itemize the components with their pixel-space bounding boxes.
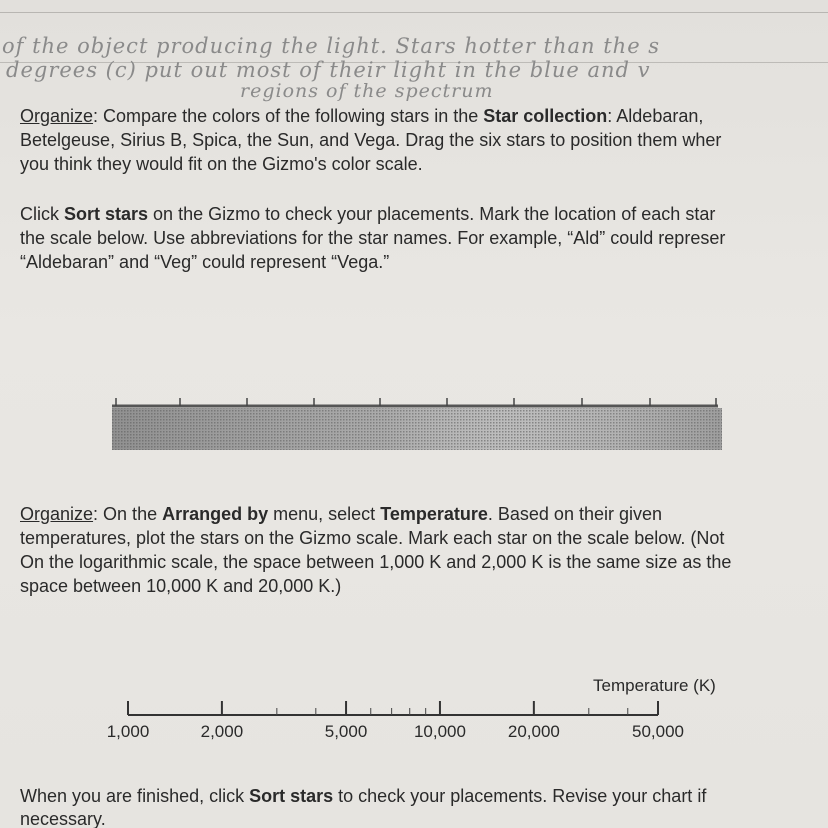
organize-heading: Organize <box>20 504 94 524</box>
arranged-by-label: Arranged by <box>162 504 269 524</box>
handwritten-note-line-1: of the object producing the light. Stars hotter than the s <box>2 34 661 58</box>
finish-paragraph: When you are finished, click Sort stars to check your placements. Revise your chart if <box>20 786 707 806</box>
organize-temperature-paragraph: Organize: On the Arranged by menu, select Temperature. Based on their given <box>20 504 663 524</box>
paragraph-line: you think they would fit on the Gizmo's color scale. <box>20 154 423 174</box>
temperature-axis-label: Temperature (K) <box>593 676 716 695</box>
organize-colors-paragraph: Organize: Compare the colors of the following stars in the Star collection: Aldebaran, <box>20 106 704 126</box>
handwritten-note-line-3: regions of the spectrum <box>240 80 494 102</box>
tick-label: 50,000 <box>632 722 684 741</box>
sort-stars-label: Sort stars <box>249 786 334 806</box>
tick-label: 20,000 <box>507 722 560 741</box>
temperature-scale-axis <box>100 695 680 725</box>
ruled-line <box>0 0 828 13</box>
color-scale-bar <box>112 392 722 452</box>
paragraph-line: space between 10,000 K and 20,000 K.) <box>20 576 342 596</box>
organize-heading: Organize <box>20 106 94 126</box>
paragraph-line: “Aldebaran” and “Veg” could represent “Vega.” <box>20 252 390 272</box>
tick-label: 2,000 <box>200 722 244 741</box>
temperature-option-label: Temperature <box>380 504 488 524</box>
sort-stars-label: Sort stars <box>64 204 149 224</box>
paragraph-line: temperatures, plot the stars on the Gizmo scale. Mark each star on the scale below. (Not <box>20 528 725 548</box>
paragraph-line: necessary. <box>20 809 106 828</box>
handwritten-note-line-2: degrees (c) put out most of their light in the blue and v <box>6 58 651 82</box>
tick-label: 1,000 <box>106 722 150 741</box>
paragraph-line: On the logarithmic scale, the space between 1,000 K and 2,000 K is the same size as the <box>20 552 732 572</box>
tick-label: 5,000 <box>324 722 368 741</box>
sort-stars-paragraph: Click Sort stars on the Gizmo to check your placements. Mark the location of each star <box>20 204 716 224</box>
paragraph-line: the scale below. Use abbreviations for the star names. For example, “Ald” could represer <box>20 228 726 248</box>
star-collection-label: Star collection <box>483 106 608 126</box>
paragraph-line: Betelgeuse, Sirius B, Spica, the Sun, and Vega. Drag the six stars to position them wher <box>20 130 722 150</box>
tick-label: 10,000 <box>413 722 466 741</box>
